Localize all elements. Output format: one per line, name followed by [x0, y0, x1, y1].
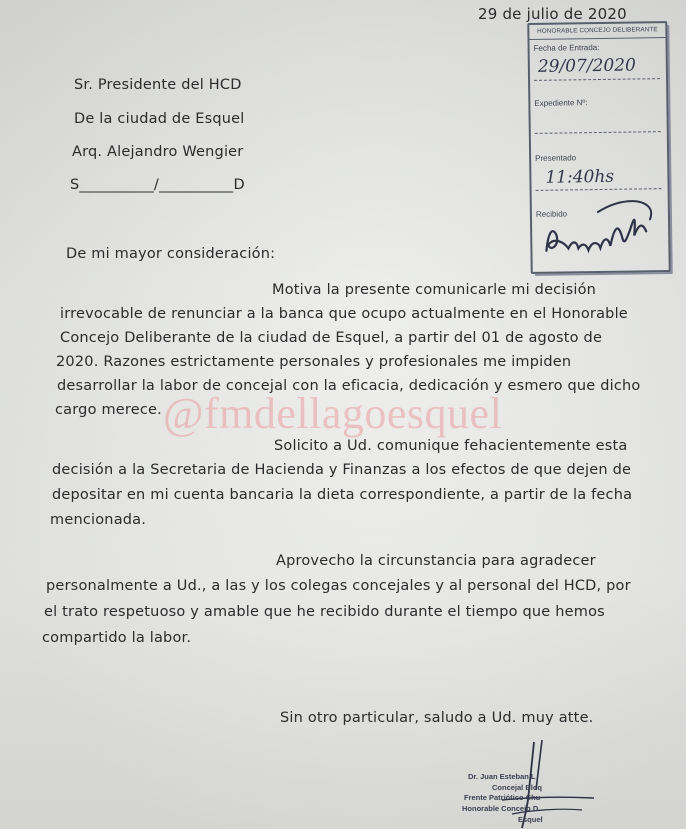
- stamp-fecha-line: [534, 78, 660, 81]
- body-line: 2020. Razones estrictamente personales y profesionales me impiden: [56, 354, 572, 370]
- body-line: cargo merece.: [55, 402, 162, 418]
- body-line: compartido la labor.: [42, 630, 192, 646]
- body-line: Motiva la presente comunicarle mi decisión: [272, 282, 597, 298]
- stamp-header: HONORABLE CONCEJO DELIBERANTE: [529, 23, 665, 40]
- body-line: decisión a la Secretaria de Hacienda y Finanzas a los efectos de que dejen de: [52, 462, 632, 478]
- body-line: depositar en mi cuenta bancaria la dieta correspondiente, a partir de la fecha: [52, 487, 633, 503]
- signature-block: [462, 740, 602, 829]
- stamp-presentado-label: Presentado: [535, 153, 577, 163]
- stamp-presentado-value: 11:40hs: [545, 166, 615, 188]
- signature-name: Dr. Juan Esteban L: [468, 772, 536, 781]
- body-line: Concejo Deliberante de la ciudad de Esquel, a partir del 01 de agosto de: [60, 330, 603, 346]
- salutation: De mi mayor consideración:: [66, 246, 276, 262]
- stamp-expediente-line: [535, 131, 661, 134]
- stamp-expediente-label: Expediente Nº:: [534, 98, 588, 108]
- watermark-text: @fmdellagoesquel: [163, 389, 503, 438]
- recipient-line-2: De la ciudad de Esquel: [74, 111, 245, 127]
- stamp-fecha-label: Fecha de Entrada:: [533, 42, 600, 53]
- stamp-signature-icon: [535, 191, 663, 263]
- body-line: mencionada.: [50, 512, 147, 528]
- body-line: desarrollar la labor de concejal con la eficacia, dedicación y esmero que dicho: [57, 378, 641, 394]
- signature-party: Frente Patriótico Chu: [464, 793, 541, 802]
- stamp-fecha-value: 29/07/2020: [537, 55, 636, 77]
- body-line: personalmente a Ud., a las y los colegas concejales y al personal del HCD, por: [46, 578, 631, 594]
- body-line: irrevocable de renunciar a la banca que ocupo actualmente en el Honorable: [60, 306, 628, 322]
- signature-role: Concejal Bloq: [492, 783, 543, 792]
- stamp-recibido-label: Recibido: [535, 209, 568, 219]
- closing: Sin otro particular, saludo a Ud. muy atte.: [280, 710, 594, 726]
- body-line: Aprovecho la circunstancia para agradecer: [276, 553, 596, 569]
- signature-city: Esquel: [518, 815, 543, 824]
- recipient-line-1: Sr. Presidente del HCD: [74, 77, 242, 93]
- letter-date: 29 de julio de 2020: [478, 5, 627, 23]
- recipient-line-4: S__________/__________D: [70, 177, 245, 193]
- body-line: Solicito a Ud. comunique fehacientemente esta: [274, 438, 628, 454]
- body-line: el trato respetuoso y amable que he recibido durante el tiempo que hemos: [44, 604, 605, 620]
- signature-body: Honorable Concejo D: [462, 804, 539, 813]
- recipient-line-3: Arq. Alejandro Wengier: [72, 144, 244, 160]
- reception-stamp: [527, 21, 670, 274]
